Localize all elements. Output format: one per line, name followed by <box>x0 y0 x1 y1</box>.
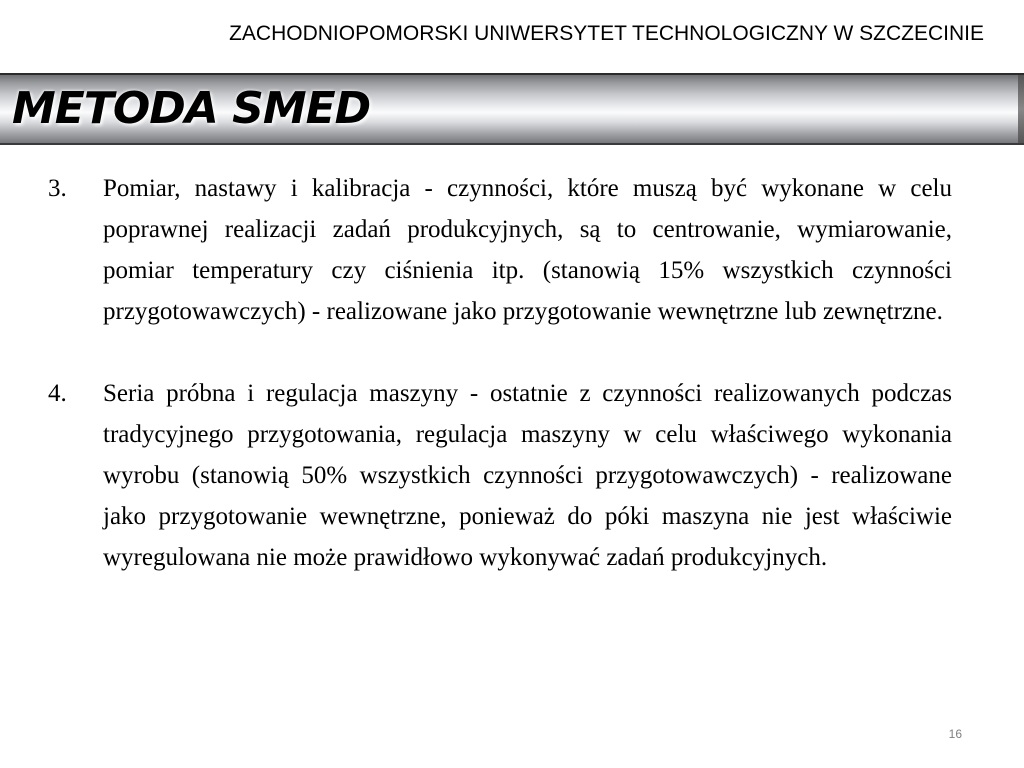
slide-title: METODA SMED <box>12 83 371 134</box>
list-item-number: 3. <box>48 175 67 202</box>
title-bar <box>0 73 1024 145</box>
list-item-text: Pomiar, nastawy i kalibracja - czynności, które muszą być wykonane w celu poprawnej realizacji zadań produkcyjnych, są to centrowanie, wymiarowanie, pomiar temperatury czy ciśnienia itp. (stanowią 15% wszystkich czynności przygotowawczych) - realizowane jako przygotowanie wewnętrzne lub zewnętrzne. <box>103 175 952 325</box>
list-item <box>48 373 952 578</box>
list-item-text: Seria próbna i regulacja maszyny - ostatnie z czynności realizowanych podczas tradycyjnego przygotowania, regulacja maszyny w celu właściwego wykonania wyrobu (stanowią 50% wszystkich czynności przygotowawczych) - realizowane jako przygotowanie wewnętrzne, ponieważ do póki maszyna nie jest właściwie wyregulowana nie może prawidłowo wykonywać zadań produkcyjnych. <box>103 380 952 571</box>
content-list <box>48 168 952 578</box>
page-number: 16 <box>948 727 962 741</box>
institution-header: ZACHODNIOPOMORSKI UNIWERSYTET TECHNOLOGICZNY W SZCZECINIE <box>229 22 984 45</box>
list-item-number: 4. <box>48 380 67 407</box>
list-item <box>48 168 952 332</box>
